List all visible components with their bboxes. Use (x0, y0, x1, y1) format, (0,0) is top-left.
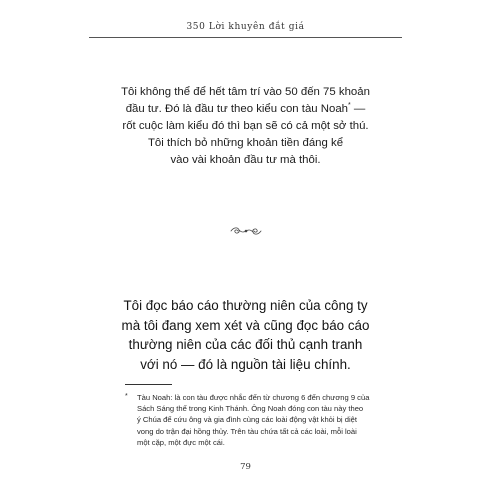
footnote-line-1: Tàu Noah: là con tàu được nhắc đến từ chương 6 đến chương 9 của (137, 393, 370, 402)
quote-block-1 (106, 84, 385, 169)
quote1-line-2 (106, 101, 385, 118)
header-rule (89, 37, 402, 38)
footnote (125, 392, 379, 448)
quote2-line-3: thường niên của các đối thủ cạnh tranh (128, 337, 363, 352)
footnote-rule (125, 384, 172, 385)
quote2-line-2: mà tôi đang xem xét và cũng đọc báo cáo (121, 317, 370, 333)
page-number: 79 (240, 462, 251, 472)
quote2-line-1: Tôi đọc báo cáo thường niên của công ty (123, 298, 368, 313)
scroll-flourish-icon (229, 224, 263, 238)
footnote-body (125, 392, 379, 448)
quote1-line-3: rốt cuộc làm kiểu đó thì bạn sẽ có cả một sở thú. (122, 120, 369, 132)
footnote-line-5: một cặp, một đực một cái. (137, 437, 225, 447)
quote1-line-5: vào vài khoản đầu tư mà thôi. (170, 154, 321, 166)
quote-block-2 (98, 296, 393, 374)
footnote-line-4: vong do trận đại hồng thủy. Trên tàu chứa tất cả các loài, mỗi loài (137, 426, 357, 436)
footnote-reference: * (348, 102, 351, 110)
footnote-line-2: Sách Sáng thế trong Kinh Thánh. Ông Noah đóng con tàu này theo (137, 404, 364, 414)
quote1-line-1: Tôi không thể để hết tâm trí vào 50 đến 75 khoản (121, 86, 370, 98)
footnote-mark: * (125, 393, 128, 400)
book-page (78, 0, 413, 491)
footnote-line-3: ý Chúa để cứu ông và gia đình cùng các loài động vật khỏi bị diệt (137, 415, 357, 425)
running-head: 350 Lời khuyên đắt giá (186, 22, 305, 32)
quote2-line-4: với nó — đó là nguồn tài liệu chính. (140, 356, 351, 372)
quote1-line-2-text: đầu tư. Đó là đầu tư theo kiểu con tàu Noah (125, 103, 349, 115)
quote1-line-4: Tôi thích bỏ những khoản tiền đáng kể (147, 137, 344, 149)
quote1-line-2-tail: — (350, 103, 366, 115)
